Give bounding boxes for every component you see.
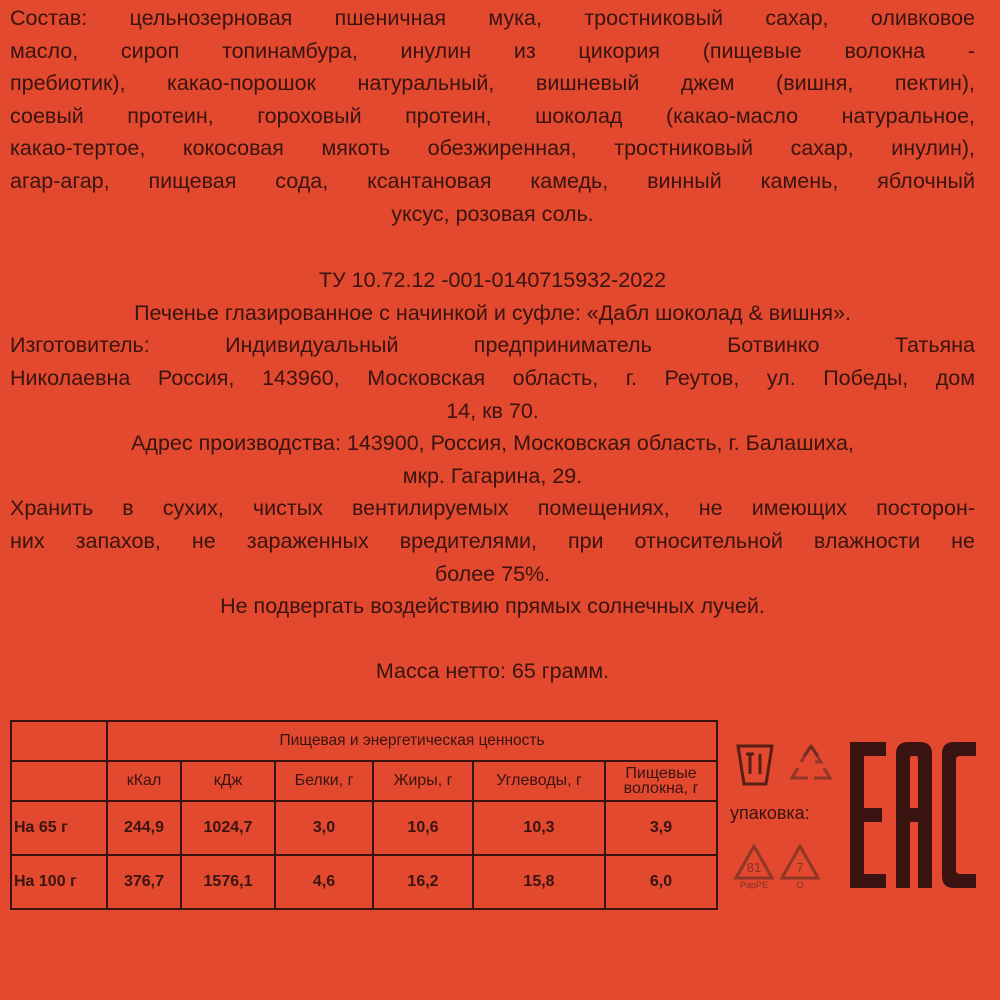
composition-line: уксус, розовая соль.	[391, 201, 594, 226]
cell-kj: 1576,1	[181, 855, 275, 909]
eac-mark-logo	[848, 740, 978, 890]
nutrition-header-fiber: Пищевые волокна, г	[605, 761, 717, 801]
net-mass: Масса нетто: 65 грамм.	[375, 658, 610, 683]
packaging-label: упаковка:	[730, 803, 810, 823]
cell-fiber: 3,9	[605, 801, 717, 855]
cell-protein: 3,0	[275, 801, 373, 855]
label-text-block	[10, 2, 975, 687]
cell-protein: 4,6	[275, 855, 373, 909]
composition-line: масло, сироп топинамбура, инулин из цикория (пищевые волокна -	[10, 38, 975, 63]
cell-fat: 10,6	[373, 801, 473, 855]
nutrition-table	[10, 720, 718, 910]
composition-line: агар-агар, пищевая сода, ксантановая камедь, винный камень, яблочный	[10, 168, 975, 193]
table-row	[11, 801, 717, 855]
production-address-line: Адрес производства: 143900, Россия, Московская область, г. Балашиха,	[131, 431, 854, 456]
storage-section	[10, 492, 975, 590]
row-label: На 100 г	[11, 855, 107, 909]
nutrition-table-spacer	[11, 721, 107, 761]
manufacturer-line: Изготовитель: Индивидуальный предприниматель Ботвинко Татьяна	[10, 333, 975, 358]
nutrition-header-fat: Жиры, г	[373, 761, 473, 801]
recycle-code-2: 7	[796, 860, 804, 875]
manufacturer-section	[10, 329, 975, 427]
nutrition-header-carbs: Углеводы, г	[473, 761, 605, 801]
manufacturer-line: Николаевна Россия, 143960, Московская область, г. Реутов, ул. Победы, дом	[10, 365, 975, 390]
composition-line: пребиотик), какао-порошок натуральный, вишневый джем (вишня, пектин),	[10, 71, 975, 96]
recycle-triangle-icon	[732, 842, 776, 890]
nutrition-header-kcal: кКал	[107, 761, 181, 801]
food-contact-icon	[732, 740, 778, 792]
cell-kcal: 244,9	[107, 801, 181, 855]
manufacturer-line: 14, кв 70.	[446, 398, 539, 423]
cell-carbs: 10,3	[473, 801, 605, 855]
cell-fat: 16,2	[373, 855, 473, 909]
storage-line: Хранить в сухих, чистых вентилируемых помещениях, не имеющих посторон-	[10, 496, 975, 521]
nutrition-header-empty	[11, 761, 107, 801]
recycle-abbr-2: O	[796, 880, 804, 890]
cell-fiber: 6,0	[605, 855, 717, 909]
composition-line: Состав: цельнозерновая пшеничная мука, тростниковый сахар, оливковое	[10, 6, 975, 30]
nutrition-header-protein: Белки, г	[275, 761, 373, 801]
composition-section	[10, 2, 975, 230]
recycle-abbr-1: PapPE	[739, 880, 769, 890]
production-address-section	[10, 427, 975, 492]
production-address-line: мкр. Гагарина, 29.	[402, 463, 583, 488]
storage-line: более 75%.	[434, 561, 551, 586]
cell-carbs: 15,8	[473, 855, 605, 909]
tu-code: ТУ 10.72.12 -001-0140715932-2022	[318, 268, 667, 293]
composition-line: какао-тертое, кокосовая мякоть обезжиренная, тростниковый сахар, инулин),	[10, 136, 975, 161]
composition-line: соевый протеин, гороховый протеин, шоколад (какао-масло натуральное,	[10, 103, 975, 128]
storage-line: них запахов, не зараженных вредителями, при относительной влажности не	[10, 528, 975, 553]
recycle-code-1: 81	[746, 860, 762, 875]
cell-kcal: 376,7	[107, 855, 181, 909]
row-label: На 65 г	[11, 801, 107, 855]
cell-kj: 1024,7	[181, 801, 275, 855]
nutrition-caption: Пищевая и энергетическая ценность	[107, 721, 717, 761]
nutrition-header-kj: кДж	[181, 761, 275, 801]
product-name: Печенье глазированное с начинкой и суфле: «Дабл шоколад & вишня».	[134, 300, 851, 325]
mobius-recycle-icon	[788, 742, 834, 788]
recycle-triangle-icon	[778, 842, 822, 890]
sunlight-warning: Не подвергать воздействию прямых солнечных лучей.	[220, 594, 765, 619]
table-row	[11, 855, 717, 909]
